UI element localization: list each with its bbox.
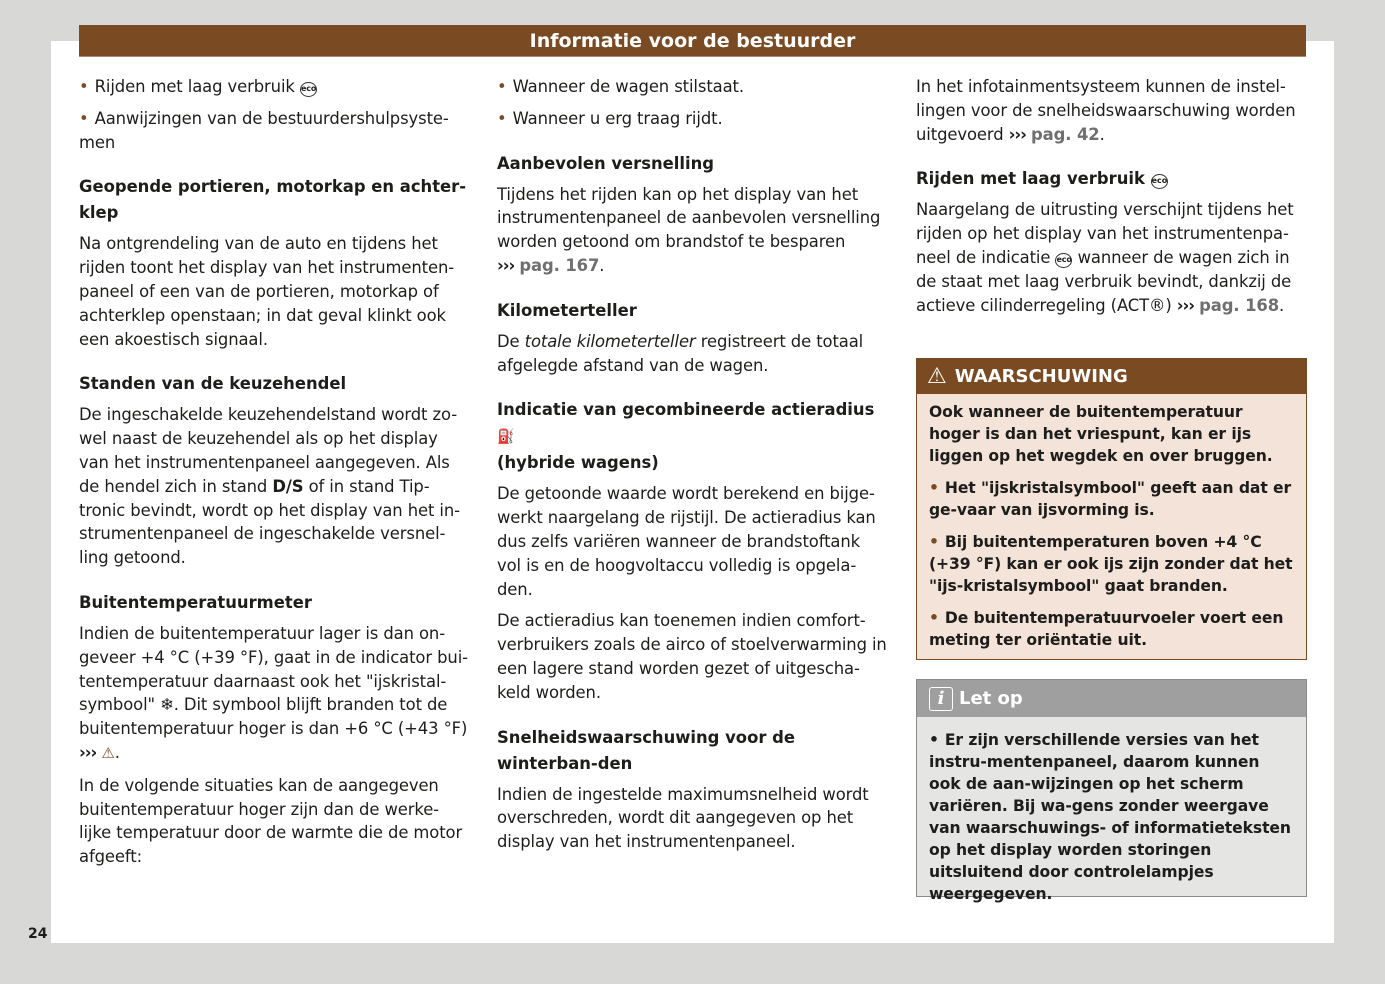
warning-box xyxy=(916,358,1307,660)
paragraph: Naargelang de uitrusting verschijnt tijdens het rijden op het display van het instrumentenpa-neel de indicatie eco wanneer de wagen zich in de staat met laag verbruik bevindt, dankzij de actieve cilinderregeling (ACT®) ››› pag. 168. xyxy=(916,200,1294,315)
list-item: • Wanneer de wagen stilstaat. xyxy=(497,75,889,99)
warning-intro: Ook wanneer de buitentemperatuur hoger is dan het vriespunt, kan er ijs liggen op het wegdek en over bruggen. xyxy=(929,403,1273,465)
paragraph: Indien de ingestelde maximumsnelheid wordt overschreden, wordt dit aangegeven op het display van het instrumentenpaneel. xyxy=(497,784,869,852)
eco-icon: eco xyxy=(1151,174,1168,189)
page-reference-link[interactable]: pag. 168 xyxy=(1199,295,1280,315)
section-header xyxy=(79,25,1306,57)
page-reference-link[interactable]: pag. 42 xyxy=(1031,124,1100,144)
paragraph: De ingeschakelde keuzehendelstand wordt zo-wel naast de keuzehendel als op het display van het instrumentenpaneel aangegeven. Als de hendel zich in stand D/S of in stand Tip-tronic bevindt, wordt op het display van het in-strumentenpaneel de ingeschakelde versnel-ling getoond. xyxy=(79,405,460,568)
section-heading: Rijden met laag verbruik eco xyxy=(916,169,1168,189)
column-1 xyxy=(79,75,471,877)
warning-body xyxy=(917,394,1306,651)
list-item: • Wanneer u erg traag rijdt. xyxy=(497,107,889,131)
reference-arrows-icon: ››› xyxy=(497,255,515,275)
warning-bullet: • Bij buitentemperaturen boven +4 °C (+39 °F) kan er ook ijs zijn zonder dat het "ijs-kristalsymbool" gaat branden. xyxy=(929,531,1294,597)
list-item: • Aanwijzingen van de bestuurdershulpsyste-men xyxy=(79,107,471,155)
reference-arrows-icon: ››› xyxy=(1008,124,1026,144)
list-item: • Rijden met laag verbruik eco xyxy=(79,75,471,99)
paragraph: De totale kilometerteller registreert de totaal afgelegde afstand van de wagen. xyxy=(497,331,864,375)
paragraph: Indien de buitentemperatuur lager is dan on-geveer +4 °C (+39 °F), gaat in de indicator bui-tentemperatuur daarnaast ook het "ijskristal-symbool" ❄. Dit symbool blijft branden tot de buitentemperatuur hoger is dan +6 °C (+43 °F) ››› ⚠. xyxy=(79,623,468,762)
section-heading: Buitentemperatuurmeter xyxy=(79,592,312,612)
reference-arrows-icon: ››› xyxy=(1176,295,1195,315)
section-title: Informatie voor de bestuurder xyxy=(529,29,856,52)
note-title: Let op xyxy=(959,688,1023,709)
paragraph: Na ontgrendeling van de auto en tijdens het rijden toont het display van het instrumenten-paneel of een van de portieren, motorkap of achterklep openstaan; in dat geval klinkt ook een akoestisch signaal. xyxy=(79,234,455,349)
warning-triangle-icon: ⚠ xyxy=(927,364,947,389)
paragraph: Tijdens het rijden kan op het display van het instrumentenpaneel de aanbevolen versnelling worden getoond om brandstof te besparen ››› pag. 167. xyxy=(497,184,881,275)
paragraph: De actieradius kan toenemen indien comfort-verbruikers zoals de airco of stoelverwarming in een lagere stand worden gezet of uitgescha-keld worden. xyxy=(497,611,887,702)
note-box xyxy=(916,679,1307,903)
fuel-plug-icon: ⛽ xyxy=(497,429,515,446)
warning-bullet: • De buitentemperatuurvoeler voert een meting ter oriëntatie uit. xyxy=(929,607,1294,651)
eco-icon: eco xyxy=(300,82,317,97)
note-header xyxy=(917,680,1306,717)
section-heading: Standen van de keuzehendel xyxy=(79,374,347,394)
paragraph: In het infotainmentsysteem kunnen de instel-lingen voor de snelheidswaarschuwing worden uitgevoerd ››› pag. 42. xyxy=(916,77,1296,144)
page-reference-link[interactable]: pag. 167 xyxy=(519,255,600,275)
section-heading: Kilometerteller xyxy=(497,300,637,320)
info-icon: i xyxy=(929,687,953,711)
reference-arrows-icon: ››› xyxy=(79,742,97,762)
section-heading: Snelheidswaarschuwing voor de winterban-den xyxy=(497,727,795,773)
paragraph: De getoonde waarde wordt berekend en bijge-werkt naargelang de rijstijl. De actieradius kan dus zelfs variëren wanneer de brandstoftank vol is en de hoogvoltaccu volledig is opgela-den. xyxy=(497,484,876,599)
column-3 xyxy=(916,75,1307,325)
page-number: 24 xyxy=(28,926,48,942)
warning-icon[interactable]: ⚠ xyxy=(101,743,115,762)
section-heading: Aanbevolen versnelling xyxy=(497,153,714,173)
note-bullet: • Er zijn verschillende versies van het instru-mentenpaneel, daarom kunnen ook de aan-wijzingen op het scherm variëren. Bij wa-gens zonder weergave van waarschuwings- of informatieteksten op het display worden storingen uitsluitend door controlelampjes weergegeven. xyxy=(929,729,1294,905)
section-heading: Geopende portieren, motorkap en achter-klep xyxy=(79,177,467,223)
eco-icon: eco xyxy=(1055,253,1072,268)
paragraph: In de volgende situaties kan de aangegeven buitentemperatuur hoger zijn dan de werke-lijke temperatuur door de warmte die de motor afgeeft: xyxy=(79,775,463,867)
warning-header xyxy=(917,359,1306,394)
section-heading: Indicatie van gecombineerde actieradius ⛽ (hybride wagens) xyxy=(497,400,875,473)
note-body xyxy=(917,717,1306,905)
warning-title: WAARSCHUWING xyxy=(954,366,1128,387)
warning-bullet: • Het "ijskristalsymbool" geeft aan dat er ge-vaar van ijsvorming is. xyxy=(929,477,1294,521)
column-2 xyxy=(497,75,889,862)
